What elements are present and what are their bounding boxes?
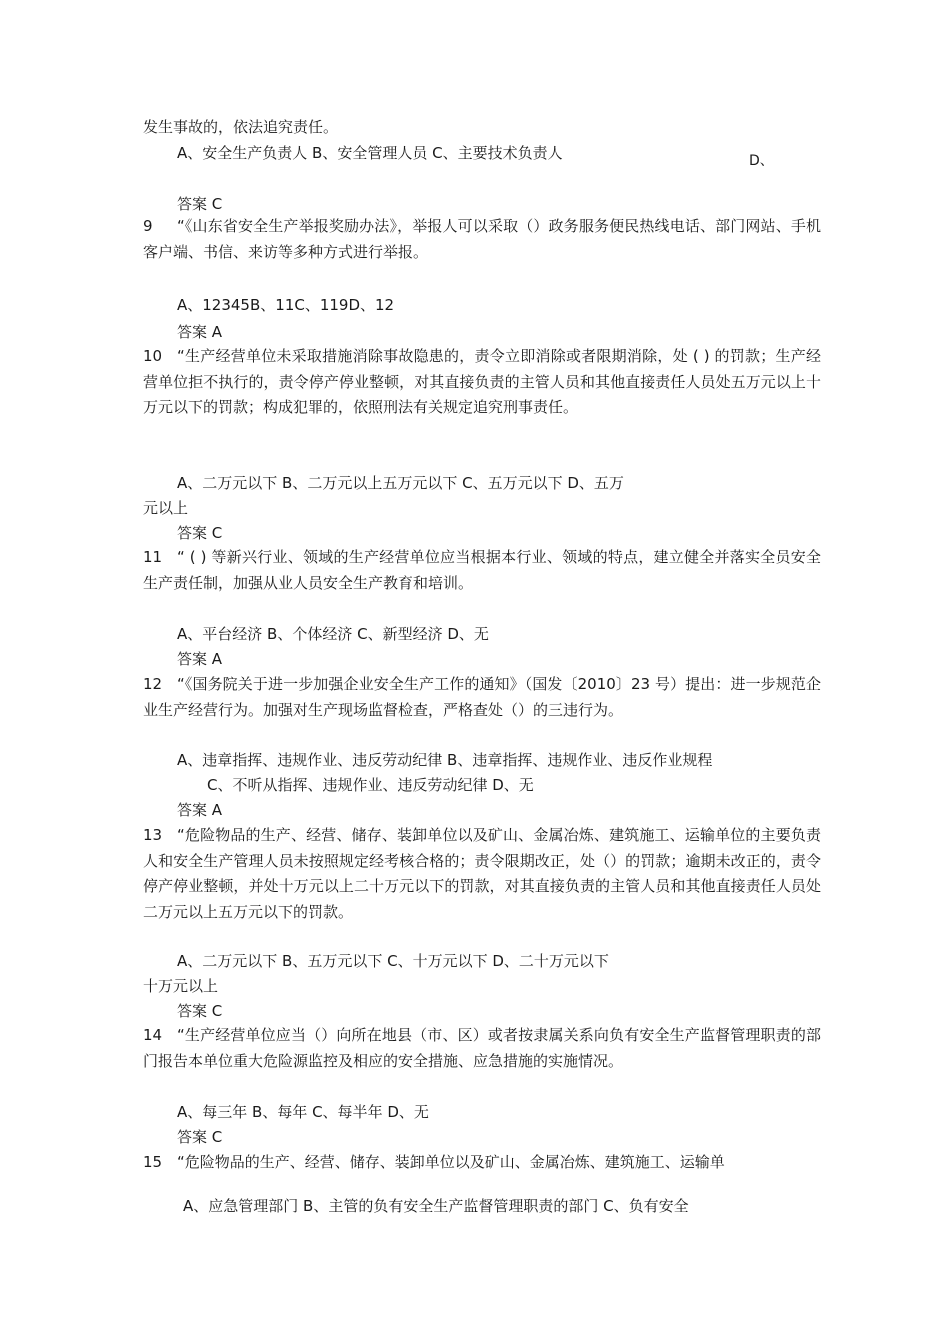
question-15 — [143, 1150, 821, 1176]
question-text: “ ( ) 等新兴行业、领域的生产经营单位应当根据本行业、领域的特点，建立健全并落实全员安全生产责任制，加强从业人员安全生产教育和培训。 — [143, 548, 821, 592]
question-10-answer: 答案 C — [177, 524, 223, 542]
question-number: 15 — [143, 1153, 163, 1171]
options-line-tail: D、 — [749, 153, 774, 169]
question-text: “《国务院关于进一步加强企业安全生产工作的通知》（国发〔2010〕23 号）提出：进一步规范企业生产经营行为。加强对生产现场监督检查，严格查处（）的三违行为。 — [143, 675, 821, 719]
answer-line: 答案 C — [177, 195, 223, 213]
text-line: 发生事故的，依法追究责任。 — [143, 118, 339, 136]
question-number: 11 — [143, 548, 163, 566]
question-10-options: A、二万元以下 B、二万元以上五万元以下 C、五万元以下 D、五万 — [177, 474, 624, 492]
question-12-options-cont: C、不听从指挥、违规作业、违反劳动纪律 D、无 — [207, 776, 534, 794]
question-11 — [143, 545, 821, 596]
question-11-options: A、平台经济 B、个体经济 C、新型经济 D、无 — [177, 625, 489, 643]
question-12-answer: 答案 A — [177, 801, 223, 819]
question-10 — [143, 344, 821, 421]
question-text: “危险物品的生产、经营、储存、装卸单位以及矿山、金属冶炼、建筑施工、运输单 — [177, 1153, 725, 1171]
question-number: 14 — [143, 1026, 163, 1044]
question-11-answer: 答案 A — [177, 650, 223, 668]
question-number: 12 — [143, 675, 163, 693]
question-text: “生产经营单位未采取措施消除事故隐患的，责令立即消除或者限期消除，处 ( ) 的罚款；生产经营单位拒不执行的，责令停产停业整顿，对其直接负责的主管人员和其他直接责任人员处五万元以上十万元以下的罚款；构成犯罪的，依照刑法有关规定追究刑事责任。 — [143, 347, 821, 416]
question-13 — [143, 823, 821, 925]
question-13-answer: 答案 C — [177, 1002, 223, 1020]
question-text: “《山东省安全生产举报奖励办法》，举报人可以采取（）政务服务便民热线电话、部门网站、手机客户端、书信、来访等多种方式进行举报。 — [143, 217, 821, 261]
question-9-options: A、12345B、11C、119D、12 — [177, 296, 395, 314]
question-12-options: A、违章指挥、违规作业、违反劳动纪律 B、违章指挥、违规作业、违反作业规程 — [177, 751, 713, 769]
question-13-options: A、二万元以下 B、五万元以下 C、十万元以下 D、二十万元以下 — [177, 952, 609, 970]
question-14-answer: 答案 C — [177, 1128, 223, 1146]
question-10-options-cont: 元以上 — [143, 499, 189, 517]
question-text: “生产经营单位应当（）向所在地县（市、区）或者按隶属关系向负有安全生产监督管理职责的部门报告本单位重大危险源监控及相应的安全措施、应急措施的实施情况。 — [143, 1026, 821, 1070]
question-13-options-cont: 十万元以上 — [143, 977, 219, 995]
question-14 — [143, 1023, 821, 1074]
question-number: 10 — [143, 347, 163, 365]
question-number: 9 — [143, 217, 153, 235]
question-text: “危险物品的生产、经营、储存、装卸单位以及矿山、金属冶炼、建筑施工、运输单位的主要负责人和安全生产管理人员未按照规定经考核合格的；责令限期改正，处（）的罚款；逾期未改正的，责令停产停业整顿，并处十万元以上二十万元以下的罚款，对其直接负责的主管人员和其他直接责任人员处二万元以上五万元以下的罚款。 — [143, 826, 821, 921]
question-9 — [143, 214, 821, 265]
question-12 — [143, 672, 821, 723]
question-number: 13 — [143, 826, 163, 844]
question-15-options: A、应急管理部门 B、主管的负有安全生产监督管理职责的部门 C、负有安全 — [183, 1197, 689, 1215]
question-9-answer: 答案 A — [177, 323, 223, 341]
options-line: A、安全生产负责人 B、安全管理人员 C、主要技术负责人 — [177, 144, 563, 162]
question-14-options: A、每三年 B、每年 C、每半年 D、无 — [177, 1103, 429, 1121]
